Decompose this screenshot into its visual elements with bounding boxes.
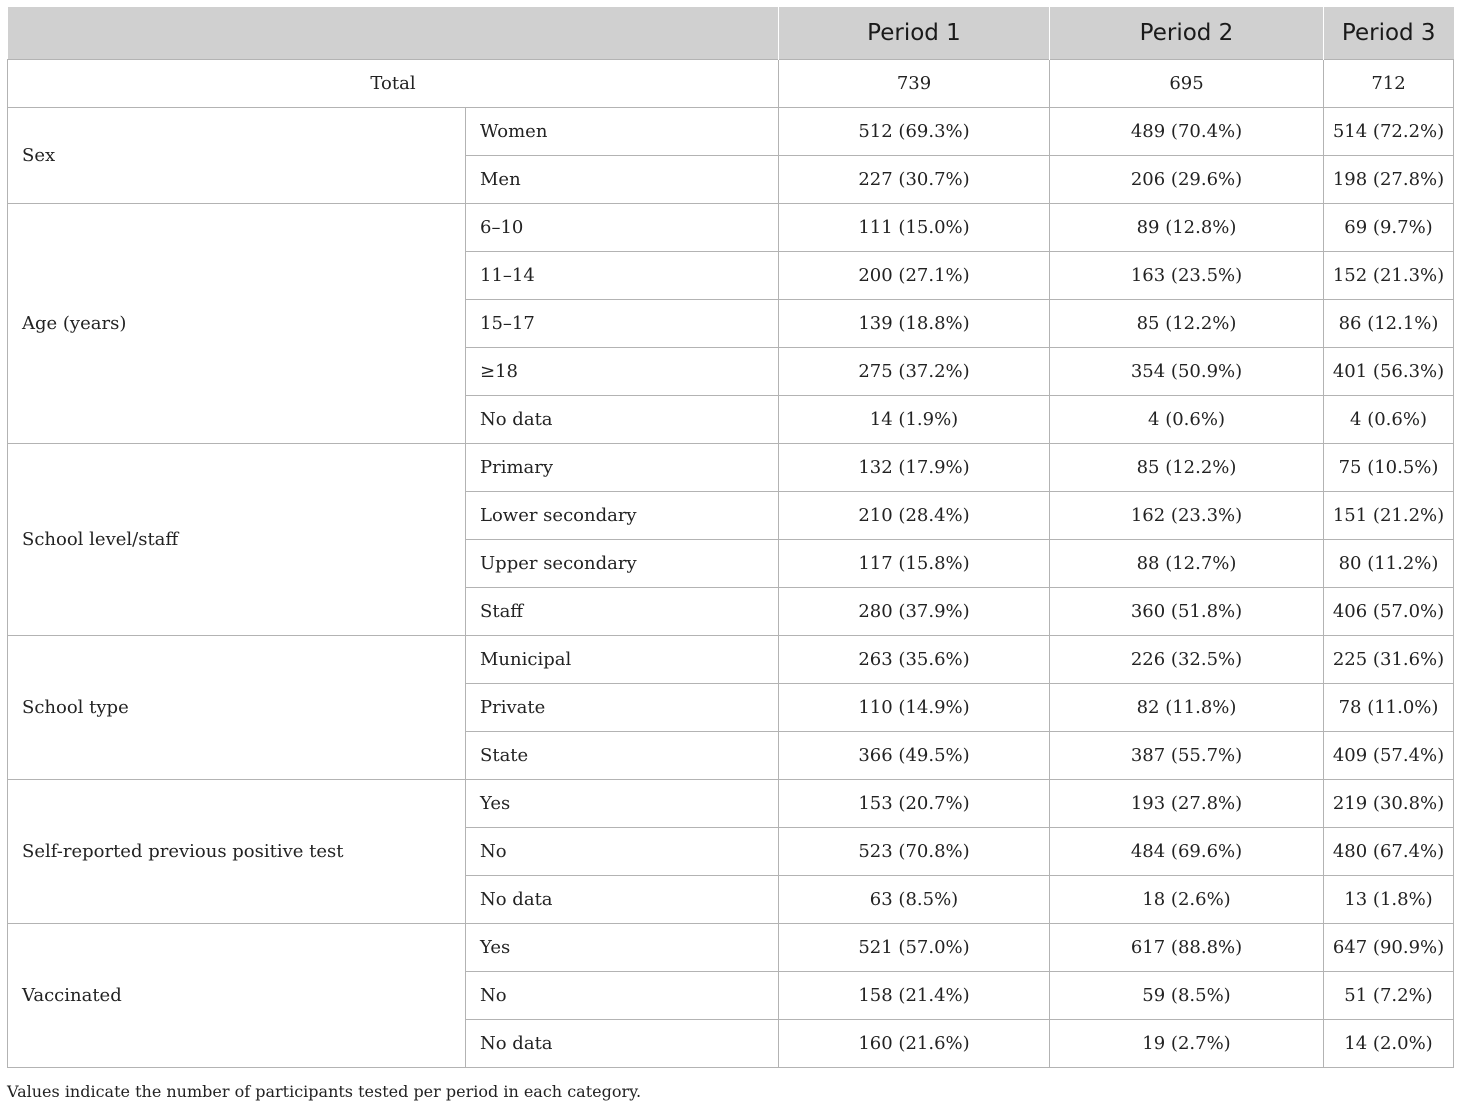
value-cell-period-1: 14 (1.9%) [779,396,1050,444]
value-cell-period-1: 63 (8.5%) [779,876,1050,924]
value-cell-period-2: 484 (69.6%) [1050,828,1324,876]
subcategory-label: 15–17 [466,300,779,348]
value-cell-period-2: 4 (0.6%) [1050,396,1324,444]
participants-table [7,7,1454,1068]
table-row [8,924,1454,972]
value-cell-period-1: 132 (17.9%) [779,444,1050,492]
total-period-3: 712 [1324,60,1454,108]
category-label: Age (years) [8,204,466,444]
subcategory-label: Staff [466,588,779,636]
subcategory-label: 6–10 [466,204,779,252]
value-cell-period-2: 206 (29.6%) [1050,156,1324,204]
value-cell-period-1: 110 (14.9%) [779,684,1050,732]
value-cell-period-3: 86 (12.1%) [1324,300,1454,348]
value-cell-period-2: 162 (23.3%) [1050,492,1324,540]
total-row [8,60,1454,108]
value-cell-period-3: 409 (57.4%) [1324,732,1454,780]
value-cell-period-1: 139 (18.8%) [779,300,1050,348]
subcategory-label: No data [466,396,779,444]
subcategory-label: No data [466,1020,779,1068]
value-cell-period-2: 360 (51.8%) [1050,588,1324,636]
table-row [8,780,1454,828]
value-cell-period-3: 75 (10.5%) [1324,444,1454,492]
value-cell-period-2: 59 (8.5%) [1050,972,1324,1020]
header-period-3: Period 3 [1324,7,1454,60]
value-cell-period-2: 18 (2.6%) [1050,876,1324,924]
value-cell-period-2: 85 (12.2%) [1050,444,1324,492]
value-cell-period-3: 406 (57.0%) [1324,588,1454,636]
value-cell-period-2: 163 (23.5%) [1050,252,1324,300]
value-cell-period-3: 647 (90.9%) [1324,924,1454,972]
value-cell-period-1: 158 (21.4%) [779,972,1050,1020]
value-cell-period-2: 89 (12.8%) [1050,204,1324,252]
subcategory-label: State [466,732,779,780]
table-row [8,636,1454,684]
value-cell-period-2: 88 (12.7%) [1050,540,1324,588]
value-cell-period-3: 78 (11.0%) [1324,684,1454,732]
value-cell-period-3: 198 (27.8%) [1324,156,1454,204]
subcategory-label: Private [466,684,779,732]
value-cell-period-1: 275 (37.2%) [779,348,1050,396]
total-label: Total [8,60,779,108]
category-label: Vaccinated [8,924,466,1068]
subcategory-label: Lower secondary [466,492,779,540]
value-cell-period-3: 514 (72.2%) [1324,108,1454,156]
subcategory-label: Women [466,108,779,156]
table-container [7,7,1453,1068]
value-cell-period-1: 153 (20.7%) [779,780,1050,828]
total-period-1: 739 [779,60,1050,108]
value-cell-period-2: 489 (70.4%) [1050,108,1324,156]
table-row [8,204,1454,252]
value-cell-period-3: 151 (21.2%) [1324,492,1454,540]
value-cell-period-3: 401 (56.3%) [1324,348,1454,396]
value-cell-period-2: 85 (12.2%) [1050,300,1324,348]
category-label: Sex [8,108,466,204]
value-cell-period-2: 193 (27.8%) [1050,780,1324,828]
value-cell-period-3: 80 (11.2%) [1324,540,1454,588]
value-cell-period-1: 280 (37.9%) [779,588,1050,636]
value-cell-period-2: 387 (55.7%) [1050,732,1324,780]
category-label: School level/staff [8,444,466,636]
value-cell-period-1: 160 (21.6%) [779,1020,1050,1068]
value-cell-period-1: 111 (15.0%) [779,204,1050,252]
value-cell-period-1: 521 (57.0%) [779,924,1050,972]
total-period-2: 695 [1050,60,1324,108]
subcategory-label: No [466,828,779,876]
header-period-1: Period 1 [779,7,1050,60]
header-period-2: Period 2 [1050,7,1324,60]
subcategory-label: 11–14 [466,252,779,300]
value-cell-period-3: 219 (30.8%) [1324,780,1454,828]
subcategory-label: Municipal [466,636,779,684]
table-body [8,60,1454,1068]
value-cell-period-1: 512 (69.3%) [779,108,1050,156]
value-cell-period-3: 4 (0.6%) [1324,396,1454,444]
value-cell-period-2: 19 (2.7%) [1050,1020,1324,1068]
subcategory-label: ≥18 [466,348,779,396]
value-cell-period-3: 480 (67.4%) [1324,828,1454,876]
subcategory-label: Yes [466,924,779,972]
category-label: School type [8,636,466,780]
subcategory-label: Yes [466,780,779,828]
value-cell-period-1: 117 (15.8%) [779,540,1050,588]
value-cell-period-2: 226 (32.5%) [1050,636,1324,684]
category-label: Self-reported previous positive test [8,780,466,924]
value-cell-period-1: 227 (30.7%) [779,156,1050,204]
value-cell-period-3: 51 (7.2%) [1324,972,1454,1020]
value-cell-period-3: 14 (2.0%) [1324,1020,1454,1068]
value-cell-period-3: 13 (1.8%) [1324,876,1454,924]
subcategory-label: Primary [466,444,779,492]
value-cell-period-1: 523 (70.8%) [779,828,1050,876]
value-cell-period-1: 366 (49.5%) [779,732,1050,780]
header-row [8,7,1454,60]
value-cell-period-3: 225 (31.6%) [1324,636,1454,684]
value-cell-period-1: 210 (28.4%) [779,492,1050,540]
table-footnote: Values indicate the number of participants tested per period in each category. [7,1082,642,1101]
header-blank [8,7,779,60]
value-cell-period-3: 69 (9.7%) [1324,204,1454,252]
subcategory-label: No data [466,876,779,924]
subcategory-label: Upper secondary [466,540,779,588]
table-row [8,108,1454,156]
subcategory-label: No [466,972,779,1020]
value-cell-period-2: 617 (88.8%) [1050,924,1324,972]
subcategory-label: Men [466,156,779,204]
value-cell-period-2: 82 (11.8%) [1050,684,1324,732]
table-row [8,444,1454,492]
value-cell-period-1: 200 (27.1%) [779,252,1050,300]
value-cell-period-1: 263 (35.6%) [779,636,1050,684]
value-cell-period-3: 152 (21.3%) [1324,252,1454,300]
value-cell-period-2: 354 (50.9%) [1050,348,1324,396]
